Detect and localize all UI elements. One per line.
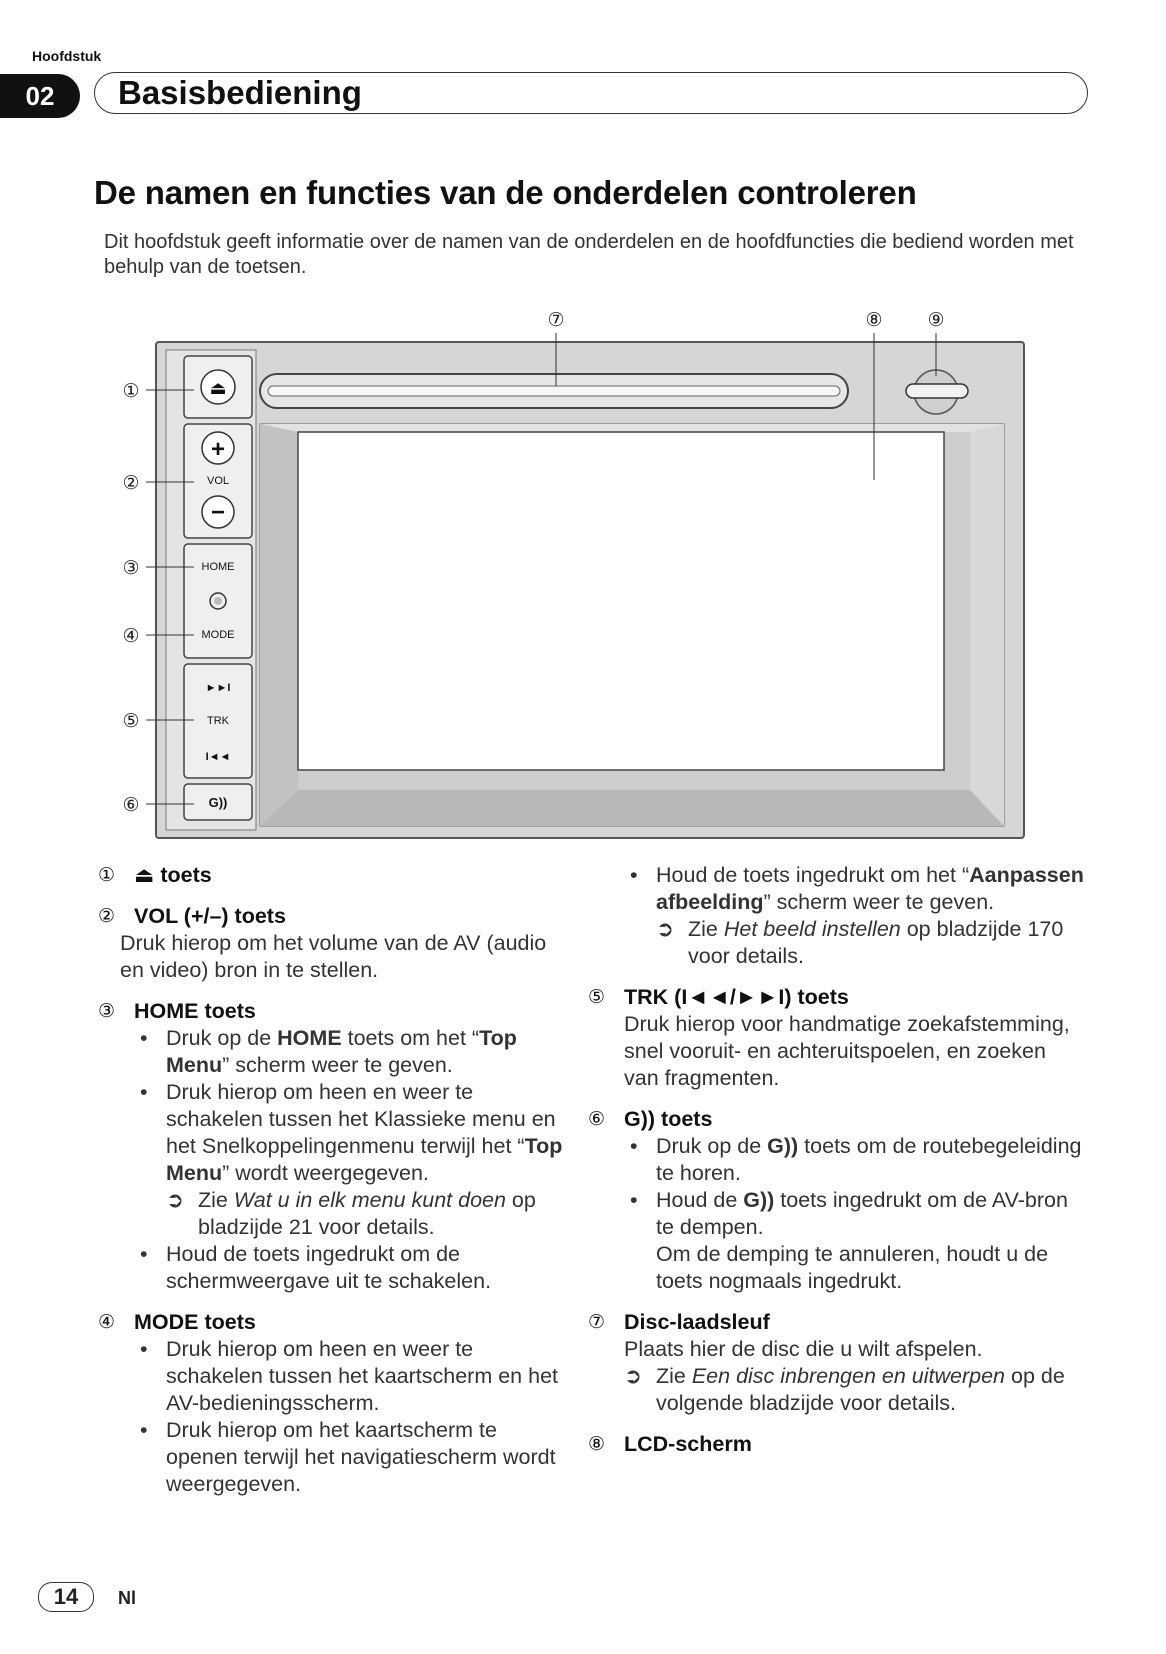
guidance-icon: G)) (743, 1188, 775, 1212)
reference-title[interactable]: Het beeld instellen (723, 917, 901, 941)
text-run: Top Menu (166, 1026, 517, 1077)
item-8-number: ⑧ (588, 1434, 606, 1455)
cross-reference (656, 916, 1084, 970)
text-run: toets om de routebegeleiding te horen. (656, 1134, 1082, 1185)
minus-icon: − (210, 499, 226, 526)
disc-slot-opening (268, 386, 840, 396)
bezel-top-shade (260, 424, 1004, 432)
vol-label: VOL (206, 475, 230, 487)
text-run: Zie (198, 1188, 234, 1212)
item-1-label: toets (160, 863, 212, 887)
eject-icon: ⏏ (209, 378, 227, 399)
language-code: Nl (118, 1588, 136, 1608)
item-2-heading (98, 903, 574, 930)
item-2-body: Druk hierop om het volume van de AV (audio en video) bron in te stellen. (120, 931, 547, 982)
home-label: HOME (201, 561, 235, 573)
callout-2: ② (122, 473, 140, 494)
item-7-heading (588, 1309, 1084, 1336)
text-run: Druk hierop om heen en weer te schakelen tussen het Klassieke menu en het Snelkoppelingenmenu terwijl het “ (166, 1080, 556, 1158)
chapter-title: Basisbediening (118, 74, 362, 111)
item-6-heading (588, 1106, 1084, 1133)
cross-reference (624, 1363, 1084, 1417)
reference-arrow-icon: ➲ (624, 1364, 643, 1388)
callout-5: ⑤ (122, 711, 140, 732)
item-7-body: Plaats hier de disc die u wilt afspelen. (624, 1337, 983, 1361)
text-run: op bladzijde 170 voor details. (688, 917, 1064, 968)
next-icon: ►►I (205, 682, 231, 694)
chapter-label: Hoofdstuk (32, 48, 102, 64)
item-5-heading (588, 984, 1084, 1011)
list-item: • Druk hierop om heen en weer te schakelen tussen het kaartscherm en het AV-bedieningsscherm. (134, 1336, 574, 1417)
bezel-bottom-shade (260, 790, 1004, 826)
item-6-note: Om de demping te annuleren, houdt u de toets nogmaals ingedrukt. (656, 1242, 1049, 1293)
item-4-label: MODE toets (134, 1310, 256, 1334)
callout-7: ⑦ (547, 310, 565, 331)
text-run: Houd de (656, 1188, 744, 1212)
item-4-heading (98, 1309, 574, 1336)
cross-reference (166, 1187, 574, 1241)
text-run: ” scherm weer te geven. (222, 1053, 453, 1077)
section-title: De namen en functies van de onderdelen controleren (94, 174, 917, 211)
item-7-label: Disc-laadsleuf (624, 1310, 770, 1334)
text-run: ” scherm weer te geven. (763, 890, 995, 914)
item-4-number: ④ (98, 1312, 116, 1333)
lcd-screen[interactable] (298, 432, 944, 770)
bezel-left-shade (260, 424, 298, 826)
left-column (98, 862, 574, 1498)
reference-title[interactable]: Wat u in elk menu kunt doen (233, 1188, 506, 1212)
list-item (624, 1133, 1084, 1187)
item-1-heading (98, 862, 574, 889)
item-8-label: LCD-scherm (624, 1432, 752, 1456)
item-3-heading (98, 998, 574, 1025)
list-item: • Druk hierop om het kaartscherm te openen terwijl het navigatiescherm wordt weergegeven. (134, 1417, 574, 1498)
guidance-icon: G)) (624, 1107, 656, 1131)
item-5-number: ⑤ (588, 987, 606, 1008)
guidance-icon: G)) (767, 1134, 799, 1158)
callout-4: ④ (122, 626, 140, 647)
text-run: HOME (277, 1026, 342, 1050)
item-5-body: Druk hierop voor handmatige zoekafstemming, snel vooruit- en achteruitspoelen, en zoeken van fragmenten. (624, 1012, 1070, 1090)
trk-label: TRK (207, 715, 229, 727)
text-run: op de volgende bladzijde voor details. (656, 1364, 1065, 1415)
item-4-bullets (134, 1336, 574, 1498)
item-3-label: HOME toets (134, 999, 256, 1023)
item-2-label: VOL (+/–) toets (134, 904, 286, 928)
callout-9: ⑨ (927, 310, 945, 331)
mode-label: MODE (201, 629, 235, 641)
chapter-number: 02 (0, 74, 80, 118)
item-2-number: ② (98, 906, 116, 927)
text-run: Druk op de (166, 1026, 278, 1050)
text-run: ” wordt weergegeven. (222, 1161, 429, 1185)
text-run: Aanpassen afbeelding (656, 863, 1084, 914)
callout-8: ⑧ (865, 310, 883, 331)
bezel-right-shade (970, 424, 1004, 826)
reference-arrow-icon: ➲ (656, 917, 675, 941)
sd-card-slot[interactable] (906, 384, 968, 398)
reference-title[interactable]: Een disc inbrengen en uitwerpen (691, 1364, 1006, 1388)
item-7-number: ⑦ (588, 1312, 606, 1333)
callout-1: ① (122, 381, 140, 402)
intro-paragraph: Dit hoofdstuk geeft informatie over de namen van de onderdelen en de hoofdfuncties die bediend worden met behulp van de toetsen. (104, 231, 1074, 278)
text-run: Zie (656, 1364, 692, 1388)
list-item (134, 1079, 574, 1241)
item-3-continued-bullets (624, 862, 1084, 970)
text-run: toets om het “ (341, 1026, 480, 1050)
item-3-bullets (134, 1025, 574, 1295)
eject-symbol: ⏏ (134, 863, 155, 887)
item-5-label: TRK (I◄◄/►►I) toets (624, 985, 849, 1009)
item-6-number: ⑥ (588, 1109, 606, 1130)
callout-6: ⑥ (122, 795, 140, 816)
item-3-number: ③ (98, 1001, 116, 1022)
text-run: op bladzijde 21 voor details. (198, 1188, 536, 1239)
right-column (588, 862, 1084, 1458)
list-item (134, 1025, 574, 1079)
list-item (624, 862, 1084, 970)
prev-icon: I◄◄ (205, 751, 231, 763)
callout-3: ③ (122, 558, 140, 579)
text-run: Druk op de (656, 1134, 768, 1158)
list-item (134, 1241, 574, 1295)
list-item (624, 1187, 1084, 1295)
text-run: toets ingedrukt om de AV-bron te dempen. (656, 1188, 1068, 1239)
item-6-bullets (624, 1133, 1084, 1295)
plus-icon: + (210, 436, 226, 463)
item-8-heading (588, 1431, 1084, 1458)
reference-arrow-icon: ➲ (166, 1188, 185, 1212)
text-run: Top Menu (166, 1134, 563, 1185)
home-mode-center-dot (214, 597, 222, 605)
item-6-label: toets (661, 1107, 713, 1131)
text-run: Houd de toets ingedrukt om het “ (656, 863, 970, 887)
item-1-number: ① (98, 865, 116, 886)
guidance-icon: G)) (208, 795, 228, 810)
text-run: Zie (688, 917, 724, 941)
page-number: 14 (38, 1582, 94, 1612)
text-run: Houd de toets ingedrukt om de schermweergave uit te schakelen. (166, 1242, 492, 1293)
